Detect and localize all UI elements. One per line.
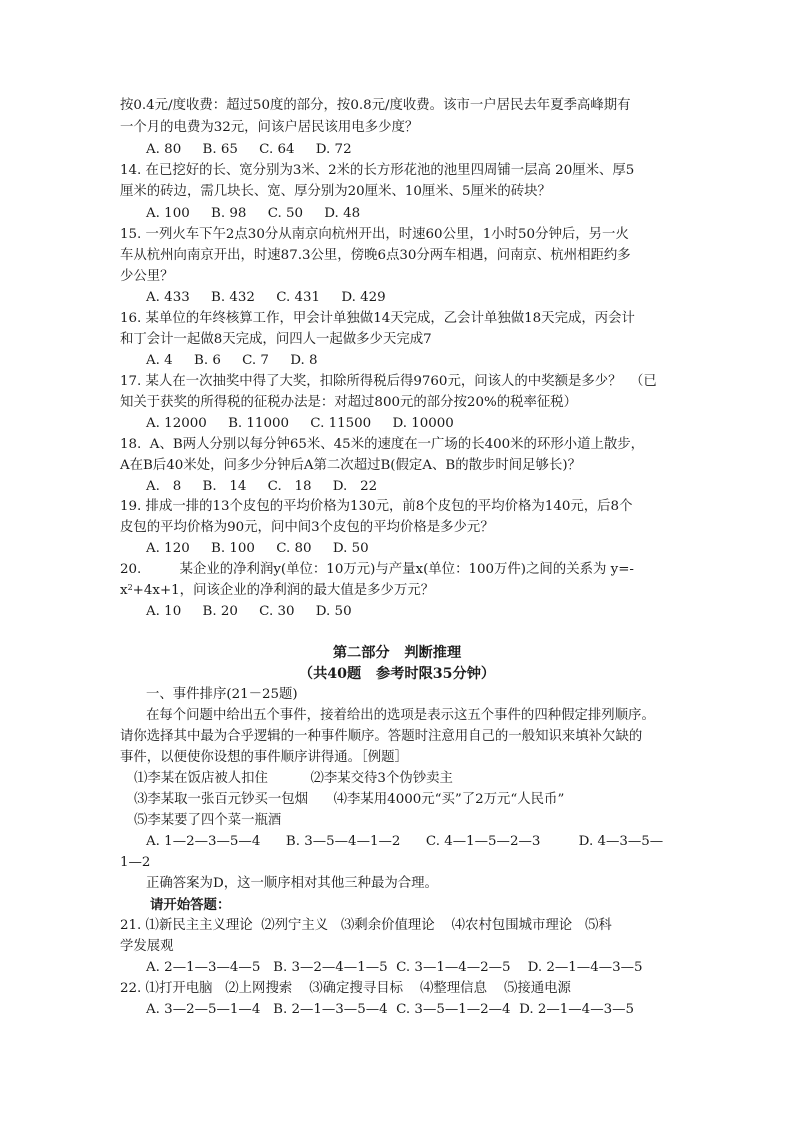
- answer-note: 正确答案为D，这一顺序相对其他三种最为合理。: [146, 876, 438, 891]
- q22-text-line-1: 22. ⑴打开电脑 ⑵上网搜索 ⑶确定搜寻目标 ⑷整理信息 ⑸接通电源: [120, 981, 571, 996]
- q20-text-line-1: 20. 某企业的净利润y(单位：10万元)与产量x(单位：100万件)之间的关系为 y=-: [120, 562, 634, 577]
- intro-line-1: 在每个问题中给出五个事件，接着给出的选项是表示这五个事件的四种假定排列顺序。: [146, 708, 655, 723]
- q15-text-line-1: 15. 一列火车下午2点30分从南京向杭州开出，时速60公里，1小时50分钟后，另一火: [120, 227, 629, 242]
- q15-options: A. 433 B. 432 C. 431 D. 429: [146, 290, 386, 305]
- q13-text-line-2: 一个月的电费为32元，问该户居民该用电多少度？: [120, 120, 419, 135]
- start-label: 请开始答题：: [150, 897, 231, 913]
- q17-options: A. 12000 B. 11000 C. 11500 D. 10000: [146, 416, 454, 431]
- q20-text-line-2: [120, 581, 434, 601]
- q18-text-line-2: A在B后40米处，问多少分钟后A第二次超过B(假定A、B的散步时间足够长)？: [120, 458, 581, 473]
- q20-formula-rest: +4x+1，问该企业的净利润的最大值是多少万元？: [132, 583, 435, 598]
- q21-text-line-1: 21. ⑴新民主主义理论 ⑵列宁主义 ⑶剩余价值理论 ⑷农村包围城市理论 ⑸科: [120, 918, 612, 933]
- q15-text-line-3: 少公里？: [120, 269, 174, 284]
- q18-options: A. 8 B. 14 C. 18 D. 22: [146, 479, 378, 494]
- q19-options: A. 120 B. 100 C. 80 D. 50: [146, 541, 369, 556]
- example-options-wrap: 1—2: [120, 855, 151, 870]
- part2-title: 第二部分 判断推理: [332, 645, 462, 661]
- q21-text-line-2: 学发展观: [120, 939, 174, 954]
- q14-text-line-2: 厘米的砖边，需几块长、宽、厚分别为20厘米、10厘米、5厘米的砖块？: [120, 184, 551, 199]
- q13-text-line-1: 按0.4元/度收费：超过50度的部分，按0.8元/度收费。该市一户居民去年夏季高峰期有: [120, 98, 631, 113]
- q14-text-line-1: 14. 在已挖好的长、宽分别为3米、2米的长方形花池的池里四周铺一层高 20厘米、厚5: [120, 163, 635, 178]
- q18-text-line-1: 18. A、B两人分别以每分钟65米、45米的速度在一广场的长400米的环形小道上散步，: [120, 437, 645, 452]
- q21-options: A. 2—1—3—4—5 B. 3—2—4—1—5 C. 3—1—4—2—5 D. 2—1—4—3—5: [146, 960, 643, 975]
- q17-text-line-2: 知关于获奖的所得税的征税办法是：对超过800元的部分按20%的税率征税）: [120, 395, 578, 410]
- q16-text-line-1: 16. 某单位的年终核算工作，甲会计单独做14天完成，乙会计单独做18天完成，丙会计: [120, 311, 635, 326]
- example-events-line-2: ⑶李某取一张百元钞买一包烟 ⑷李某用4000元“买”了2万元“人民币”: [134, 792, 565, 807]
- intro-line-2: 请你选择其中最为合乎逻辑的一种事件顺序。答题时注意用自己的一般知识来填补欠缺的: [120, 729, 643, 744]
- q16-text-line-2: 和丁会计一起做8天完成，问四人一起做多少天完成7: [120, 332, 432, 347]
- q16-options: A. 4 B. 6 C. 7 D. 8: [146, 353, 318, 368]
- example-options: A. 1—2—3—5—4 B. 3—5—4—1—2 C. 4—1—5—2—3 D. 4—3—5—: [146, 834, 664, 849]
- q14-options: A. 100 B. 98 C. 50 D. 48: [146, 206, 361, 221]
- intro-line-3: 事件，以便使你设想的事件顺序讲得通。［例题］: [120, 750, 408, 765]
- example-events-line-3: ⑸李某要了四个菜一瓶酒: [134, 813, 282, 828]
- q20-formula-exponent: 2: [127, 583, 133, 592]
- q20-formula-x: x: [120, 583, 128, 598]
- part2-subtitle: （共40题 参考时限35分钟）: [298, 666, 496, 682]
- example-events-line-1: ⑴李某在饭店被人扣住 ⑵李某交待3个伪钞卖主: [134, 771, 453, 786]
- q17-text-line-1: 17. 某人在一次抽奖中得了大奖，扣除所得税后得9760元，问该人的中奖额是多少？ （已: [120, 374, 657, 389]
- q20-options: A. 10 B. 20 C. 30 D. 50: [146, 604, 352, 619]
- q19-text-line-1: 19. 排成一排的13个皮包的平均价格为130元，前8个皮包的平均价格为140元，后8个: [120, 499, 633, 514]
- q19-text-line-2: 皮包的平均价格为90元，问中间3个皮包的平均价格是多少元？: [120, 520, 494, 535]
- section-title: 一、事件排序(21－25题): [146, 687, 298, 702]
- q22-options: A. 3—2—5—1—4 B. 2—1—3—5—4 C. 3—5—1—2—4 D. 2—1—4—3—5: [146, 1002, 635, 1017]
- q15-text-line-2: 车从杭州向南京开出，时速87.3公里，傍晚6点30分两车相遇，问南京、杭州相距约多: [120, 248, 631, 263]
- q13-options: A. 80 B. 65 C. 64 D. 72: [146, 142, 352, 157]
